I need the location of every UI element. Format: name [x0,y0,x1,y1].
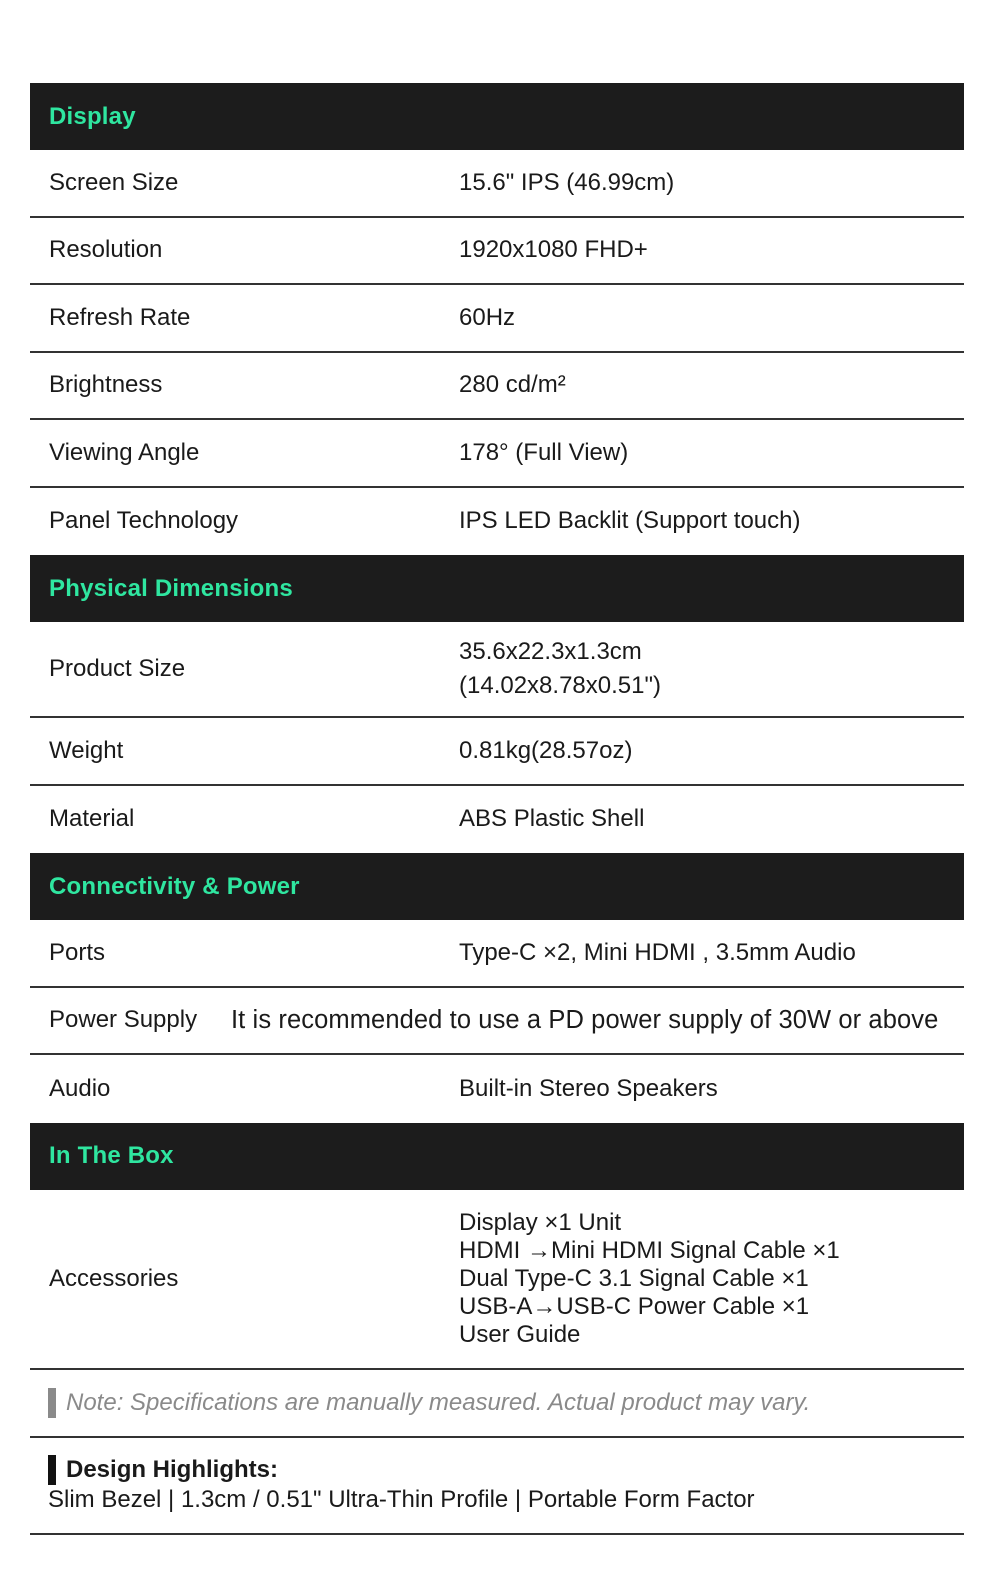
spec-value: 0.81kg(28.57oz) [459,736,633,764]
spec-label: Panel Technology [49,507,239,535]
accessory-item: User Guide [459,1320,581,1348]
note-text: Note: Specifications are manually measured. Actual product may vary. [66,1388,811,1416]
spec-label: Viewing Angle [49,438,200,466]
highlights-title: Design Highlights: [66,1455,278,1483]
spec-value: 15.6" IPS (46.99cm) [459,168,675,196]
section-header-in-the-box [30,1123,964,1190]
spec-label: Ports [49,938,106,966]
accessory-item: USB-A→USB-C Power Cable ×1 [459,1292,810,1320]
spec-label: Power Supply [49,1006,198,1034]
spec-row-refresh-rate [30,285,964,353]
spec-value: 280 cd/m² [459,371,566,399]
section-title-in-the-box: In The Box [49,1142,174,1169]
spec-value-line: (14.02x8.78x0.51") [459,672,661,699]
spec-value: Type-C ×2, Mini HDMI , 3.5mm Audio [459,938,856,966]
disclaimer-note [30,1370,964,1438]
highlights-title-row [48,1456,964,1484]
highlights-body: Slim Bezel | 1.3cm / 0.51" Ultra-Thin Profile | Portable Form Factor [48,1485,755,1513]
spec-row-audio [30,1055,964,1123]
spec-label: Resolution [49,236,163,264]
spec-label: Product Size [49,655,186,682]
spec-value-line: 35.6x22.3x1.3cm [459,638,642,665]
design-highlights [30,1438,964,1535]
spec-value: 60Hz [459,303,516,331]
accessory-item: Display ×1 Unit [459,1208,622,1236]
spec-label: Weight [49,736,124,764]
spec-value: Built-in Stereo Speakers [459,1074,718,1102]
spec-row-power-supply [30,988,964,1056]
section-title-display: Display [49,102,136,130]
spec-label: Refresh Rate [49,303,191,331]
spec-row-viewing-angle [30,420,964,488]
spec-value: 178° (Full View) [459,438,629,466]
spec-row-accessories [30,1190,964,1370]
section-title-connectivity: Connectivity & Power [49,872,300,900]
spec-value: It is recommended to use a PD power supply of 30W or above [231,1006,939,1035]
spec-value: ABS Plastic Shell [459,805,645,833]
spec-row-product-size [30,622,964,718]
spec-row-weight [30,718,964,786]
section-header-connectivity [30,853,964,920]
accessory-item: HDMI →Mini HDMI Signal Cable ×1 [459,1236,840,1264]
spec-label: Screen Size [49,168,179,196]
note-bar [48,1388,56,1418]
highlights-bar [48,1455,56,1485]
spec-row-brightness [30,353,964,421]
spec-label: Accessories [49,1264,179,1292]
section-header-physical [30,555,964,622]
spec-table [30,83,964,1535]
spec-row-screen-size [30,150,964,218]
spec-value [459,635,661,703]
section-header-display [30,83,964,150]
spec-row-panel-technology [30,488,964,556]
spec-value: IPS LED Backlit (Support touch) [459,507,801,535]
spec-label: Brightness [49,371,163,399]
spec-value: 1920x1080 FHD+ [459,236,648,264]
spec-value [459,1209,840,1349]
spec-row-resolution [30,218,964,286]
spec-row-material [30,786,964,854]
spec-label: Audio [49,1074,111,1102]
spec-label: Material [49,805,135,833]
accessory-item: Dual Type-C 3.1 Signal Cable ×1 [459,1264,809,1292]
spec-row-ports [30,920,964,988]
section-title-physical: Physical Dimensions [49,574,293,602]
